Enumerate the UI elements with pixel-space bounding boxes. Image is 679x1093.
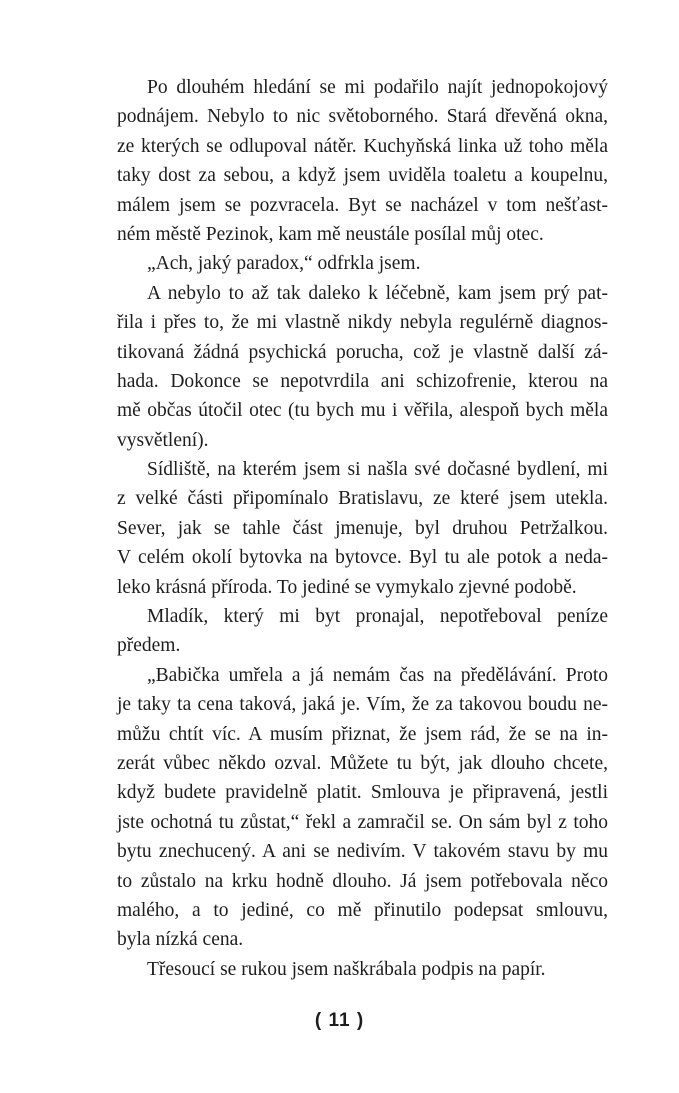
text-line: Po dlouhém hledání se mi podařilo najít jednopokojový — [147, 77, 608, 98]
page-number: ( 11 ) — [314, 1010, 365, 1031]
text-line: V celém okolí bytovka na bytovce. Byl tu ale potok a neda- — [117, 547, 608, 569]
text-line: Mladík, který mi byt pronajal, nepotřeboval peníze — [147, 606, 608, 628]
text-line: mě občas útočil otec (tu bych mu i věřila, alespoň bych měla — [117, 400, 608, 422]
text-line: to zůstalo na krku hodně dlouho. Já jsem potřebovala něco — [117, 870, 608, 892]
text-line: můžu chtít víc. A musím přiznat, že jsem rád, že se na in- — [117, 723, 608, 745]
text-line: A nebylo to až tak daleko k léčebně, kam jsem prý pat- — [147, 282, 608, 304]
text-line: bytu znechucený. A ani se nedivím. V takovém stavu by mu — [117, 841, 608, 863]
text-line: tikovaná žádná psychická porucha, což je vlastně další zá- — [117, 341, 608, 363]
paragraph — [117, 955, 608, 984]
text-line: jste ochotná tu zůstat,“ řekl a zamračil se. On sám byl z toho — [117, 811, 608, 833]
text-line: podnájem. Nebylo to nic světoborného. Stará dřevěná okna, — [117, 106, 608, 128]
text-line: z velké části připomínalo Bratislavu, ze které jsem utekla. — [117, 488, 608, 510]
text-line: ném městě Pezinok, kam mě neustále posílal můj otec. — [117, 223, 544, 245]
text-line: „Babička umřela a já nemám čas na předělávání. Proto — [147, 664, 608, 686]
text-line: Třesoucí se rukou jsem naškrábala podpis na papír. — [147, 958, 546, 980]
text-line: předem. — [117, 635, 181, 657]
paragraph — [117, 249, 608, 278]
text-line: „Ach, jaký paradox,“ odfrkla jsem. — [147, 253, 421, 275]
paragraph — [117, 661, 608, 955]
paragraph — [117, 73, 608, 249]
text-line: zerát vůbec někdo ozval. Můžete tu být, jak dlouho chcete, — [117, 752, 608, 774]
text-line: hada. Dokonce se nepotvrdila ani schizofrenie, kterou na — [117, 370, 608, 392]
body-text — [117, 73, 608, 984]
text-line: malého, a to jediné, co mě přinutilo podepsat smlouvu, — [117, 899, 608, 921]
text-line: málem jsem se pozvracela. Byt se nacházel v tom nešťast- — [117, 194, 608, 216]
text-line: je taky ta cena taková, jaká je. Vím, že za takovou boudu ne- — [117, 694, 608, 716]
paragraph — [117, 279, 608, 455]
text-line: taky dost za sebou, a když jsem uviděla toaletu a koupelnu, — [117, 165, 608, 187]
text-line: když budete pravidelně platit. Smlouva je připravená, jestli — [117, 782, 608, 804]
text-line: řila i přes to, že mi vlastně nikdy nebyla regulérně diagnos- — [117, 312, 608, 334]
text-line: Sídliště, na kterém jsem si našla své dočasné bydlení, mi — [147, 459, 608, 481]
text-line: Sever, jak se tahle část jmenuje, byl druhou Petržalkou. — [117, 517, 608, 539]
paragraph — [117, 602, 608, 661]
text-line: ze kterých se odlupoval nátěr. Kuchyňská linka už toho měla — [117, 135, 608, 157]
text-line: byla nízká cena. — [117, 929, 244, 951]
paragraph — [117, 455, 608, 602]
text-line: leko krásná příroda. To jediné se vymykalo zjevné podobě. — [117, 576, 577, 598]
text-line: vysvětlení). — [117, 429, 209, 451]
